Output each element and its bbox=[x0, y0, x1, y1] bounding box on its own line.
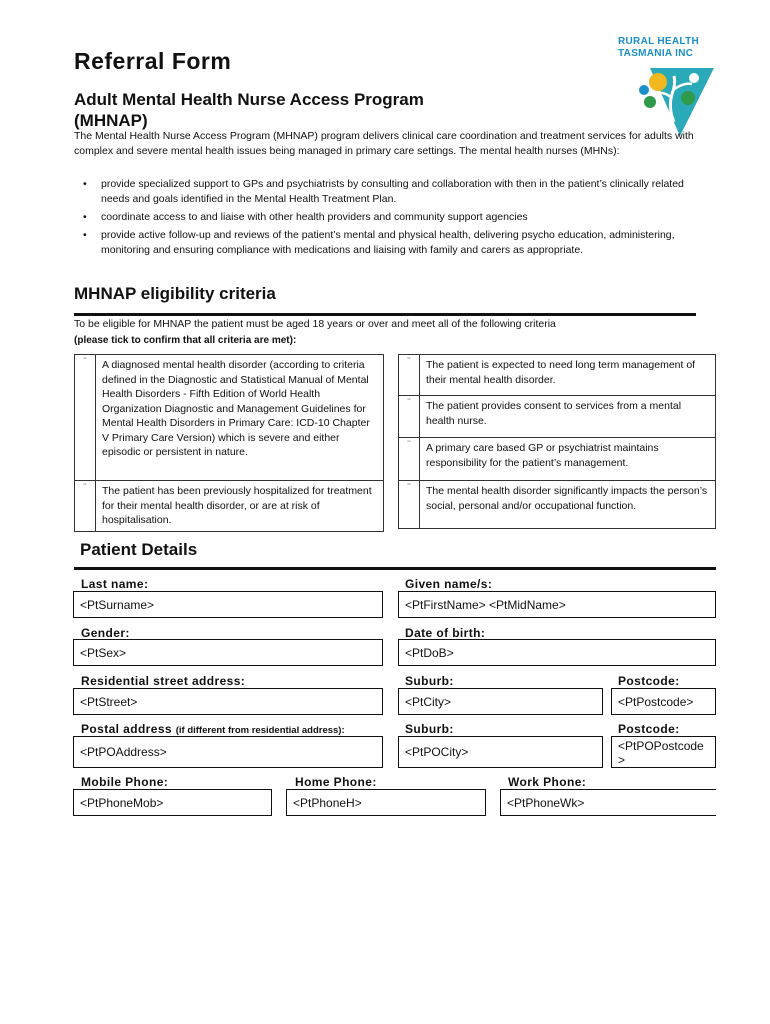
gender-label: Gender: bbox=[81, 626, 130, 640]
work-phone-field[interactable]: <PtPhoneWk> bbox=[500, 789, 716, 816]
dob-field[interactable]: <PtDoB> bbox=[398, 639, 716, 666]
gender-field[interactable]: <PtSex> bbox=[73, 639, 383, 666]
mobile-phone-label: Mobile Phone: bbox=[81, 775, 169, 789]
rural-health-tasmania-logo bbox=[618, 36, 728, 142]
logo-line-1: RURAL HEALTH bbox=[618, 36, 700, 47]
given-names-label: Given name/s: bbox=[405, 577, 493, 591]
postal-address-field[interactable]: <PtPOAddress> bbox=[73, 736, 383, 768]
criterion-checkbox[interactable]: ¨ bbox=[75, 355, 96, 481]
list-item: • coordinate access to and liaise with other health providers and community support agencies bbox=[74, 210, 704, 225]
criterion-text: A diagnosed mental health disorder (according to criteria defined in the Diagnostic and Statistical Manual of Mental Health Disorders - Fifth Edition of World Health Organization Diagnostic and Management Guidelines for Mental Health Disorders in Primary Care: ICD-10 Chapter V Primary Care Version) which is severe and either episodic or persistent in nature. bbox=[96, 355, 384, 481]
postcode-label: Postcode: bbox=[618, 674, 680, 688]
criterion-checkbox[interactable]: ¨ bbox=[399, 481, 420, 529]
criterion-text: The patient provides consent to services from a mental health nurse. bbox=[420, 396, 716, 438]
section-divider bbox=[74, 313, 696, 316]
eligibility-heading: MHNAP eligibility criteria bbox=[74, 284, 276, 303]
logo-line-2: TASMANIA INC bbox=[618, 48, 694, 59]
work-phone-label: Work Phone: bbox=[508, 775, 587, 789]
left-criteria-table bbox=[74, 354, 384, 532]
given-names-field[interactable]: <PtFirstName> <PtMidName> bbox=[398, 591, 716, 618]
postal-suburb-field[interactable]: <PtPOCity> bbox=[398, 736, 603, 768]
program-title: Adult Mental Health Nurse Access Program (MHNAP) bbox=[74, 90, 424, 130]
postal-address-note: (if different from residential address): bbox=[175, 725, 345, 736]
eligibility-intro: To be eligible for MHNAP the patient must be aged 18 years or over and meet all of the following criteria bbox=[74, 318, 556, 330]
criterion-text: The patient is expected to need long term management of their mental health disorder. bbox=[420, 355, 716, 396]
mobile-phone-field[interactable]: <PtPhoneMob> bbox=[73, 789, 272, 816]
criterion-text: The patient has been previously hospitalized for treatment for their mental health disorder, or are at risk of hospitalisation. bbox=[96, 481, 384, 532]
list-item: • provide active follow-up and reviews of the patient’s mental and physical health, delivering psycho education, administering, monitoring and ensuring compliance with medications and liaising with family and carers as appropriate. bbox=[74, 228, 704, 258]
postal-postcode-label: Postcode: bbox=[618, 722, 680, 736]
list-item: • provide specialized support to GPs and psychiatrists by consulting and collaboration with then in the patient’s clinically related needs and goals identified in the Mental Health Treatment Plan. bbox=[74, 177, 704, 207]
program-description: The Mental Health Nurse Access Program (MHNAP) program delivers clinical care coordination and treatment services for adults with complex and severe mental health issues being managed in primary care settings. The mental health nurses (MHNs): bbox=[74, 130, 694, 157]
criterion-text: A primary care based GP or psychiatrist maintains responsibility for the patient’s management. bbox=[420, 438, 716, 481]
criterion-checkbox[interactable]: ¨ bbox=[399, 355, 420, 396]
postcode-field[interactable]: <PtPostcode> bbox=[611, 688, 716, 715]
right-criteria-table bbox=[398, 354, 716, 529]
home-phone-field[interactable]: <PtPhoneH> bbox=[286, 789, 486, 816]
residential-address-field[interactable]: <PtStreet> bbox=[73, 688, 383, 715]
last-name-label: Last name: bbox=[81, 577, 149, 591]
postal-suburb-label: Suburb: bbox=[405, 722, 454, 736]
patient-details-heading: Patient Details bbox=[80, 540, 198, 559]
residential-address-label: Residential street address: bbox=[81, 674, 246, 688]
suburb-label: Suburb: bbox=[405, 674, 454, 688]
suburb-field[interactable]: <PtCity> bbox=[398, 688, 603, 715]
postal-postcode-field[interactable]: <PtPOPostcode> bbox=[611, 736, 716, 768]
criterion-checkbox[interactable]: ¨ bbox=[399, 438, 420, 481]
page-title: Referral Form bbox=[74, 48, 232, 74]
section-divider bbox=[74, 567, 716, 570]
tick-instruction: (please tick to confirm that all criteria are met): bbox=[74, 335, 297, 346]
postal-address-label bbox=[81, 722, 345, 736]
home-phone-label: Home Phone: bbox=[295, 775, 377, 789]
criterion-text: The mental health disorder significantly impacts the person’s social, personal and/or occupational function. bbox=[420, 481, 716, 529]
criterion-checkbox[interactable]: ¨ bbox=[75, 481, 96, 532]
nurse-duties-list bbox=[74, 177, 704, 261]
last-name-field[interactable]: <PtSurname> bbox=[73, 591, 383, 618]
dob-label: Date of birth: bbox=[405, 626, 486, 640]
criterion-checkbox[interactable]: ¨ bbox=[399, 396, 420, 438]
postal-address-label-text: Postal address bbox=[81, 722, 172, 736]
